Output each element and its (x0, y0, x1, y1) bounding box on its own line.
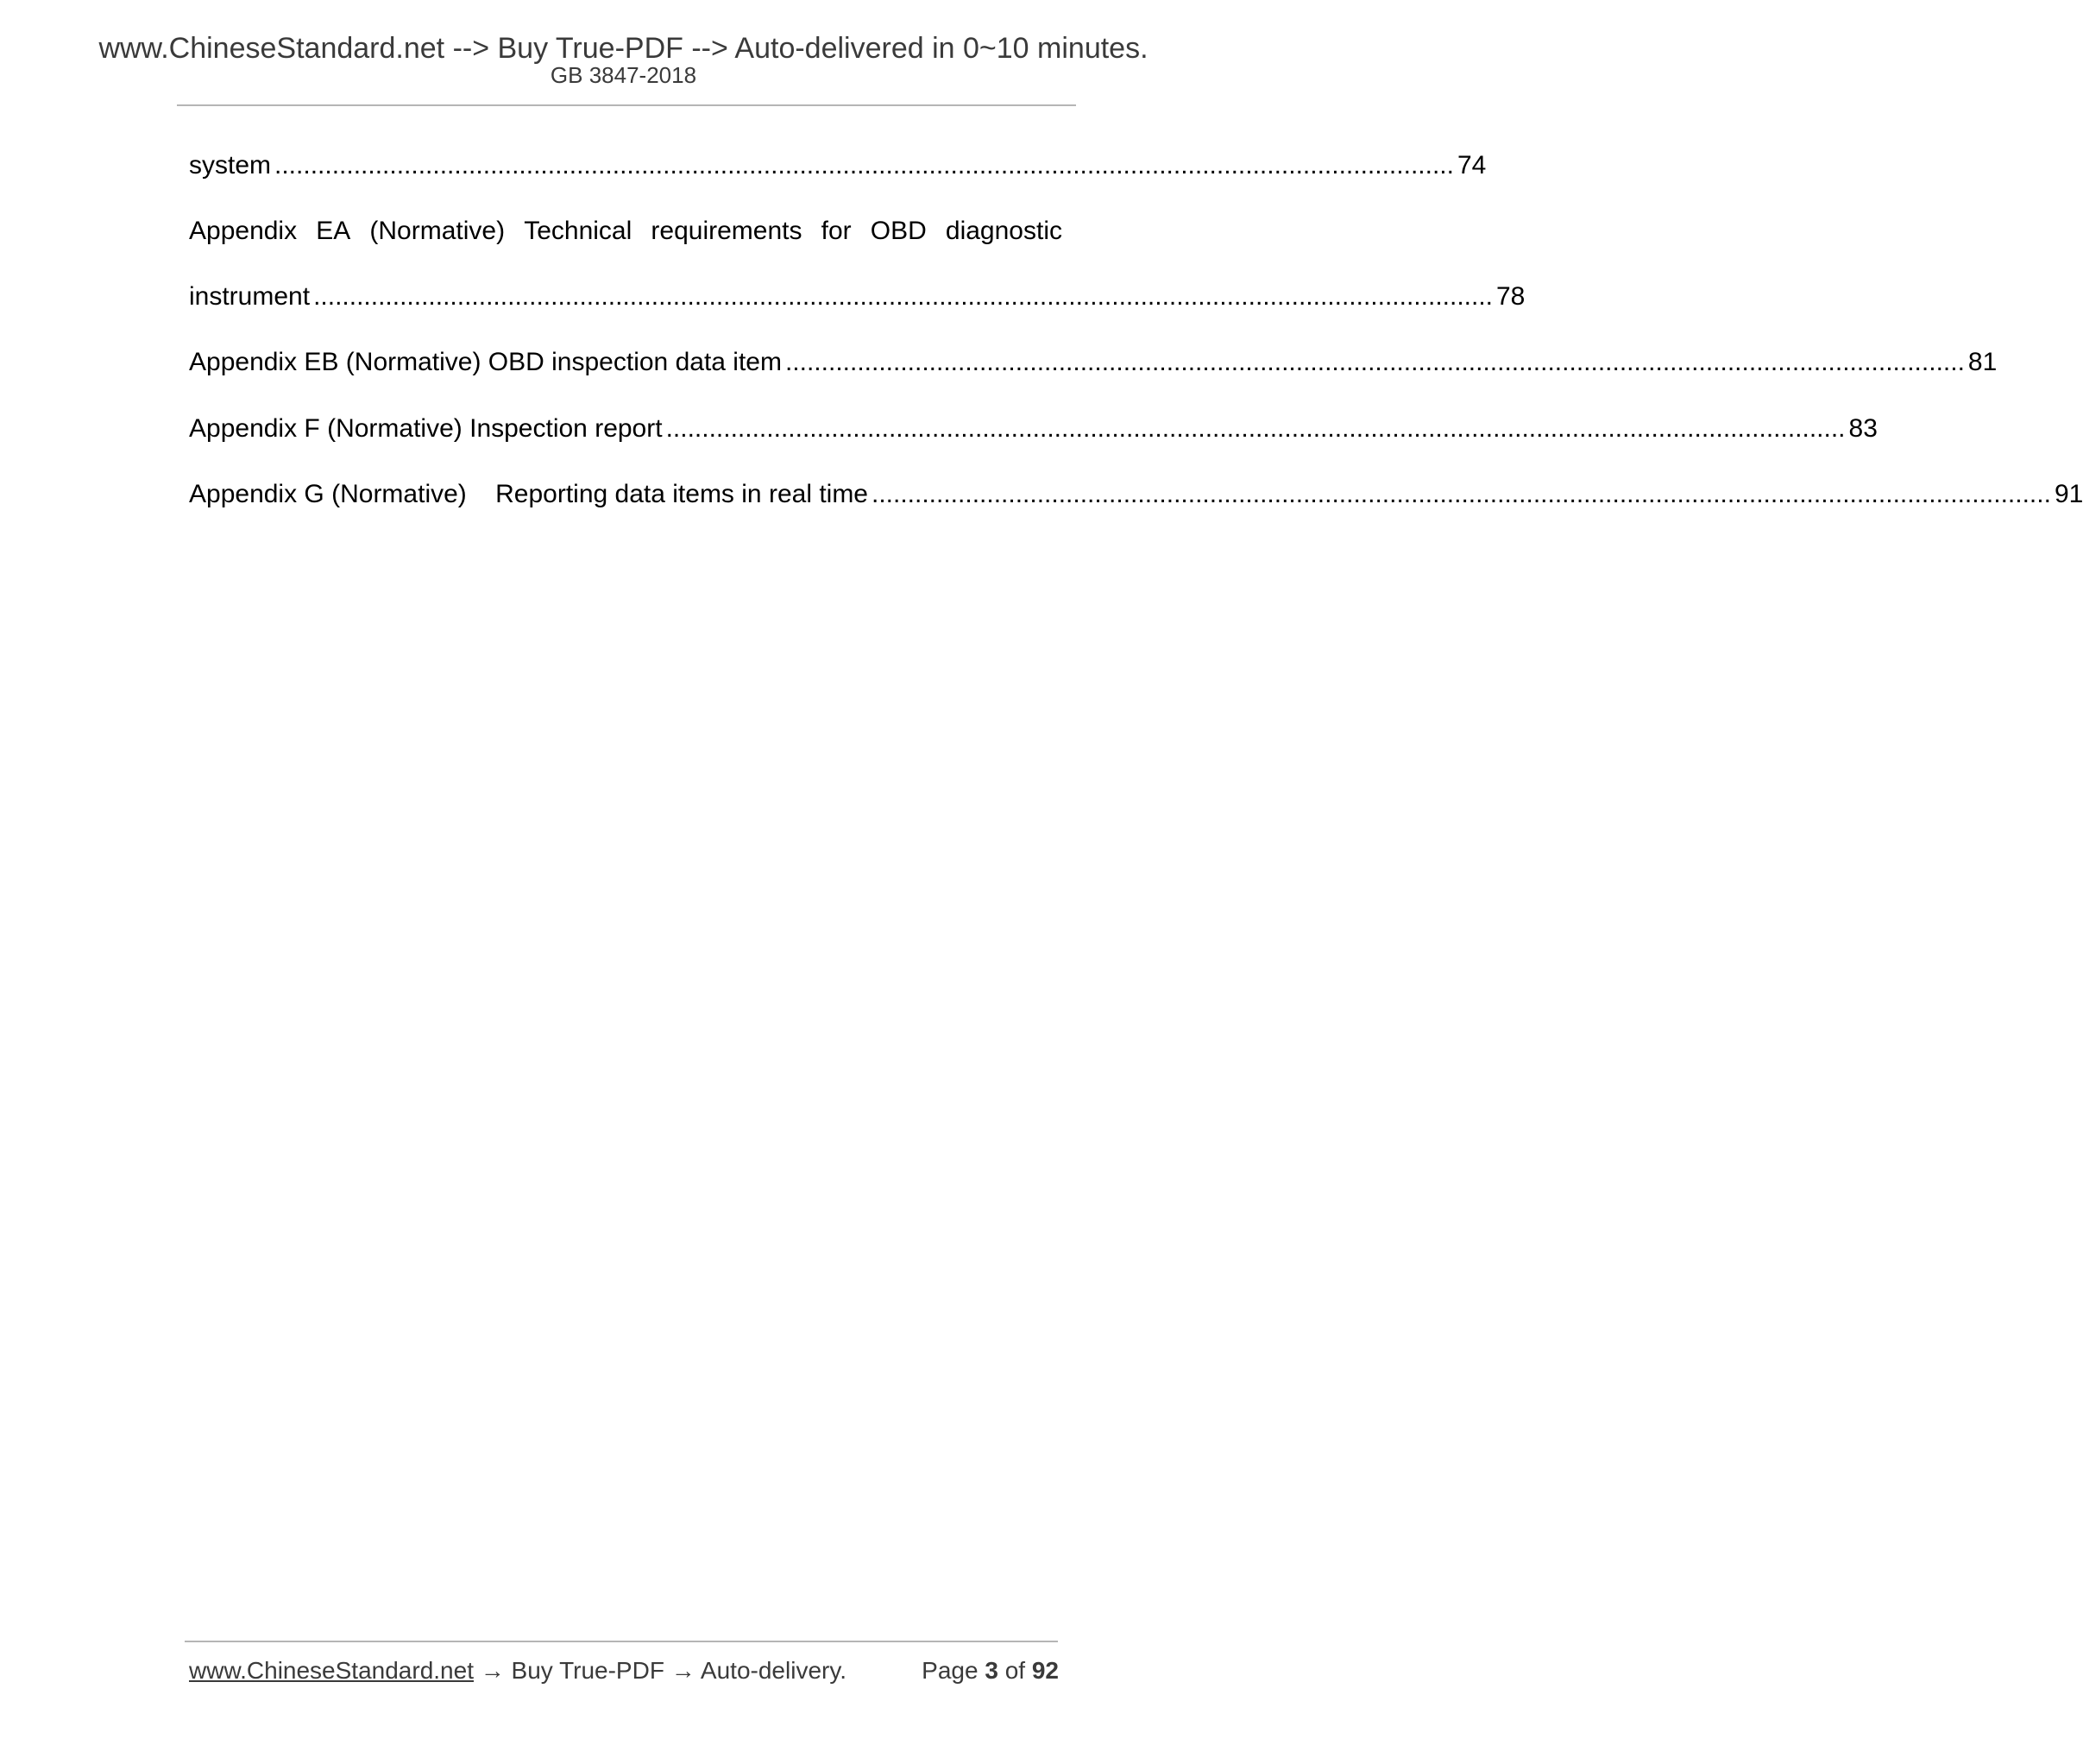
toc-entry-label: system (189, 151, 272, 180)
toc-entry-label: Appendix F (Normative) Inspection report (189, 414, 663, 443)
toc-leader-dots: .................................................................................................................................................................... (872, 480, 2051, 508)
toc-word: for (821, 217, 852, 245)
toc-leader-dots: .................................................................................................................................................................... (313, 282, 1493, 311)
footer-site-link[interactable]: www.ChineseStandard.net (189, 1657, 474, 1684)
toc-entry-label: Appendix EB (Normative) OBD inspection data item (189, 348, 782, 376)
footer-promo-text: → Buy True-PDF → Auto-delivery. (473, 1657, 847, 1684)
toc-entry-eb[interactable] (189, 343, 1998, 381)
toc-entry-system[interactable] (189, 147, 1487, 185)
toc-word: requirements (651, 217, 802, 245)
toc-word: (Normative) (369, 217, 506, 245)
toc-word: EA (316, 217, 351, 245)
toc-word: Technical (524, 217, 632, 245)
toc-page-number: 74 (1457, 151, 1487, 180)
toc-entry-label: instrument (189, 282, 311, 311)
toc-page-number: 83 (1848, 414, 1878, 443)
toc-word: diagnostic (945, 217, 1062, 245)
toc-entry-f[interactable] (189, 410, 1878, 448)
site-banner: www.ChineseStandard.net --> Buy True-PDF --> Auto-delivered in 0~10 minutes. (98, 32, 1148, 65)
current-page: 3 (985, 1657, 998, 1684)
total-pages: 92 (1031, 1657, 1059, 1684)
page-label: Page (922, 1657, 979, 1684)
toc-leader-dots: .................................................................................................................................................................... (274, 151, 1454, 180)
toc-word: OBD (870, 217, 927, 245)
toc-word: Appendix (189, 217, 298, 245)
of-label: of (1004, 1657, 1026, 1684)
toc-entry-ea-second-line[interactable] (189, 278, 1526, 316)
toc-entry-label: Appendix G (Normative) Reporting data items in real time (189, 480, 868, 508)
page-number-indicator (922, 1654, 1059, 1688)
header-divider (177, 104, 1076, 106)
footer-divider (185, 1641, 1058, 1642)
toc-leader-dots: .................................................................................................................................................................... (784, 348, 1965, 376)
toc-page-number: 91 (2054, 480, 2083, 508)
document-code: GB 3847-2018 (550, 62, 697, 88)
toc-leader-dots: .................................................................................................................................................................... (665, 414, 1846, 443)
toc-page-number: 78 (1496, 282, 1526, 311)
toc-page-number: 81 (1967, 348, 1998, 376)
footer-promo (189, 1654, 846, 1688)
toc-entry-ea-first-line[interactable] (189, 212, 1062, 250)
toc-entry-g[interactable] (189, 476, 2083, 513)
